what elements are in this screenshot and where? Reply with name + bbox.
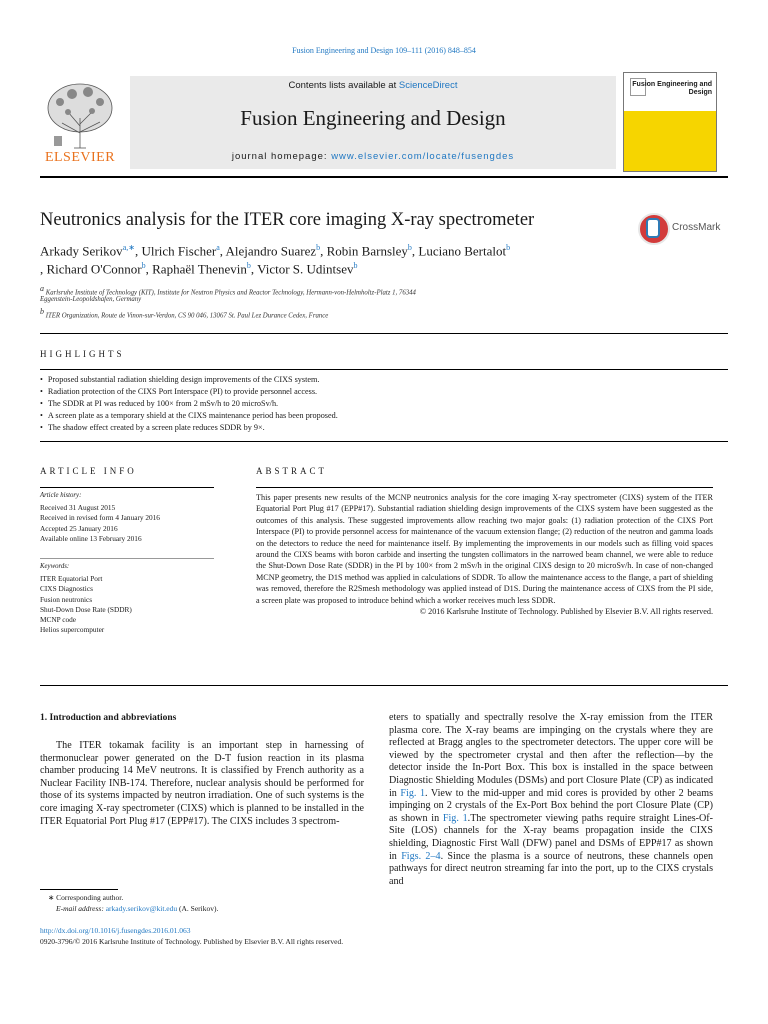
keyword-item: CIXS Diagnostics: [40, 584, 93, 594]
author-name: , Luciano Bertalot: [411, 243, 507, 259]
article-title: Neutronics analysis for the ITER core imaging X-ray spectrometer: [40, 210, 535, 230]
author-name: , Robin Barnsley: [320, 243, 408, 259]
article-info-heading: ARTICLE INFO: [40, 466, 137, 476]
email-suffix: (A. Serikov).: [179, 904, 219, 913]
corr-mark: ∗: [48, 893, 55, 902]
author-name: , Raphaël Thenevin: [145, 261, 247, 277]
affiliation-a-cont: Eggenstein-Leopoldshafen, Germany: [40, 296, 142, 303]
author-affiliation-mark[interactable]: b: [246, 261, 251, 270]
author-name: , Ulrich Fischer: [134, 243, 217, 259]
email-note: [56, 904, 218, 913]
body-text-run: eters to spatially and spectrally resolve the X-ray emission from the ITER plasma core. The X-ray beams are impinging on the crystals where they are reflected at Bragg angles to the spectrometer detectors. The upper core will be viewed by the spectrometer crystal and then after the reflection—by the detector inside the In-Port Box. This box is installed in the space between Diagnostic Shielding Modules (DSMs) and port Closure Plate (CP) as indicated in: [389, 712, 713, 799]
figure-link[interactable]: Figs. 2–4: [401, 850, 441, 862]
body-text-run: . View to the mid-upper and mid cores is provided by other 2 beams impinging on 2 crystals of the Ex-Port Box behind the port Closure Plate (CP) as shown in: [389, 787, 714, 824]
corresponding-author-note: [48, 893, 123, 902]
affiliation-a: [40, 284, 416, 296]
history-item: Received in revised form 4 January 2016: [40, 513, 160, 523]
journal-cover-thumbnail[interactable]: [623, 72, 717, 172]
keyword-item: Shut-Down Dose Rate (SDDR): [40, 604, 132, 614]
author-affiliation-mark[interactable]: b: [353, 261, 358, 270]
abstract-body: [256, 492, 713, 617]
contents-line: [130, 80, 616, 91]
highlight-item: • Radiation protection of the CIXS Port Interspace (PI) to provide personnel access.: [40, 387, 730, 396]
authors-line-1: [40, 243, 510, 259]
keywords-label: Keywords:: [40, 563, 70, 570]
keywords-rule: [40, 558, 214, 559]
author-affiliation-mark[interactable]: a: [216, 243, 220, 252]
highlights-bottom-rule: [40, 441, 728, 442]
history-item: Available online 13 February 2016: [40, 533, 142, 543]
homepage-link[interactable]: www.elsevier.com/locate/fusengdes: [331, 151, 515, 162]
highlight-item: • A screen plate as a temporary shield at the CIXS maintenance period has been proposed.: [40, 411, 730, 420]
history-item: Received 31 August 2015: [40, 503, 116, 512]
keywords-list: [40, 574, 240, 636]
affil-b-mark: b: [40, 307, 44, 316]
abstract-text: This paper presents new results of the MCNP neutronics analysis for the core imaging X-ray spectrometer (CIXS) system of the ITER Equatorial Port Plug #17 (EPP#17). Substantial radiation shielding design improvements of the CIXS system have been suggested as the outcomes of this analysis. These suggested improvements allow reaching two major goals: (1) radiation protection of the CIXS Port Interspace (PI) to provide personnel access for maintenance of the vacuum extension flange; (2) reduction of the neutron and gamma loads on the detectors to reduce the need for maintenance itself. By implementing the improvements in our models such as filling void spaces around the CIXS beams with boron carbide and inserting the tungsten collimators in the narrowed beam channel, we were able to reduce the Shut-Down Dose Rate (SDDR) in the PI by 100× from 2 mSv/h in the original CIXS design to 20 microSv/h. In case of non-changed MCNP geometry, the D1S method was applied in calculations of SDDR. To allow the maintenance access to the flange, a part of shielding was removed, therefore the R2Smesh methodology was applied instead of D1S. During the maintenance access of CIXS from the PI side, a screen plate was proposed to introduce behind which a worker receives much less SDDR.: [256, 493, 713, 605]
keyword-item: MCNP code: [40, 615, 77, 625]
author-affiliation-mark[interactable]: b: [407, 243, 412, 252]
contents-prefix: Contents lists available at: [288, 80, 399, 91]
abstract-copyright: © 2016 Karlsruhe Institute of Technology. Published by Elsevier B.V. All rights reserved.: [419, 607, 713, 617]
affil-a-text: Karlsruhe Institute of Technology (KIT), Institute for Neutron Physics and Reactor Technology, Hermann-von-Helmholtz-Platz 1, 76344: [45, 289, 416, 297]
highlight-item: • The shadow effect created by a screen plate reduces SDDR by 9×.: [40, 423, 730, 432]
crossmark-bookmark-icon: [646, 218, 660, 238]
keyword-item: Fusion neutronics: [40, 594, 93, 604]
corr-text: Corresponding author.: [56, 893, 124, 902]
figure-link[interactable]: Fig. 1: [442, 812, 468, 824]
affil-b-text: ITER Organization, Route de Vinon-sur-Verdon, CS 90 046, 13067 St. Paul Lez Durance Cedex, France: [45, 312, 329, 320]
abstract-heading: ABSTRACT: [256, 466, 328, 476]
affiliation-rule: [40, 333, 728, 334]
email-label: E-mail address:: [56, 904, 104, 913]
front-matter-bottom-rule: [40, 685, 728, 686]
affiliation-b: [40, 307, 328, 319]
homepage-prefix: journal homepage:: [231, 151, 332, 162]
sciencedirect-link[interactable]: ScienceDirect: [398, 80, 458, 91]
author-affiliation-mark[interactable]: b: [141, 261, 146, 270]
journal-homepage: [130, 151, 616, 162]
body-text-run: .The spectrometer viewing paths require straight Lines-Of-Site (LOS) channels for the X-ray beams propagation inside the CIXS shielding, Diagnostic First Wall (DFW) panel and DSMs of EPP#17 as shown in: [389, 812, 713, 862]
history-item: Accepted 25 January 2016: [40, 523, 118, 533]
body-left-column: The ITER tokamak facility is an important step in harnessing of thermonuclear power generated on the D-T fusion reaction in its plasma chamber producing 14 MeV neutrons. It is classified by French authority as a Nuclear Facility INB-174. Therefore, nuclear analysis should be performed for those of its systems impacted by neutron irradiation. One of such systems is the core imaging X-ray spectrometer (CIXS) which is planned to be installed in the ITER Equatorial Port Plug #17 (EPP#17). The CIXS includes 3 spectrom-: [40, 740, 364, 827]
affil-a-mark: a: [40, 284, 44, 293]
author-name: , Richard O'Connor: [40, 261, 142, 277]
elsevier-wordmark: ELSEVIER: [44, 150, 116, 165]
authors-line-2: [40, 261, 357, 277]
journal-name: Fusion Engineering and Design: [240, 106, 506, 130]
keyword-item: Helios supercomputer: [40, 625, 105, 635]
author-name: Arkady Serikov: [40, 243, 123, 259]
cover-title: Fusion Engineering and Design: [632, 81, 712, 96]
highlight-item: • The SDDR at PI was reduced by 100× from 2 mSv/h to 20 microSv/h.: [40, 399, 730, 408]
history-list: [40, 503, 240, 544]
abstract-rule: [256, 487, 713, 488]
email-link[interactable]: arkady.serikov@kit.edu: [105, 904, 178, 913]
author-name: , Alejandro Suarez: [219, 243, 317, 259]
history-label: Article history:: [40, 492, 82, 499]
author-affiliation-mark[interactable]: b: [316, 243, 321, 252]
doi-link[interactable]: http://dx.doi.org/10.1016/j.fusengdes.2016.01.063: [40, 926, 191, 935]
journal-reference[interactable]: Fusion Engineering and Design 109–111 (2016) 848–854: [292, 46, 476, 55]
author-name: , Victor S. Udintsev: [250, 261, 354, 277]
header-rule: [40, 176, 728, 178]
highlights-rule: [40, 369, 728, 370]
issn-copyright: 0920-3796/© 2016 Karlsruhe Institute of Technology. Published by Elsevier B.V. All rights reserved.: [40, 937, 344, 946]
highlight-item: • Proposed substantial radiation shielding design improvements of the CIXS system.: [40, 375, 730, 384]
keyword-item: ITER Equatorial Port: [40, 574, 103, 583]
article-info-rule: [40, 487, 214, 488]
section-heading-introduction: 1. Introduction and abbreviations: [40, 713, 177, 723]
author-affiliation-mark[interactable]: a,∗: [122, 243, 135, 252]
body-right-column: [389, 712, 713, 888]
footnote-rule: [40, 889, 118, 890]
author-affiliation-mark[interactable]: b: [506, 243, 511, 252]
body-text-run: . Since the plasma is a source of neutrons, these channels open pathways for direct neutron streaming far into the port, up to the CIXS crystals and: [389, 850, 713, 887]
cover-yellow-panel: [624, 111, 716, 171]
figure-link[interactable]: Fig. 1: [400, 787, 426, 799]
highlights-heading: HIGHLIGHTS: [40, 349, 125, 359]
crossmark-label: CrossMark: [672, 222, 721, 233]
